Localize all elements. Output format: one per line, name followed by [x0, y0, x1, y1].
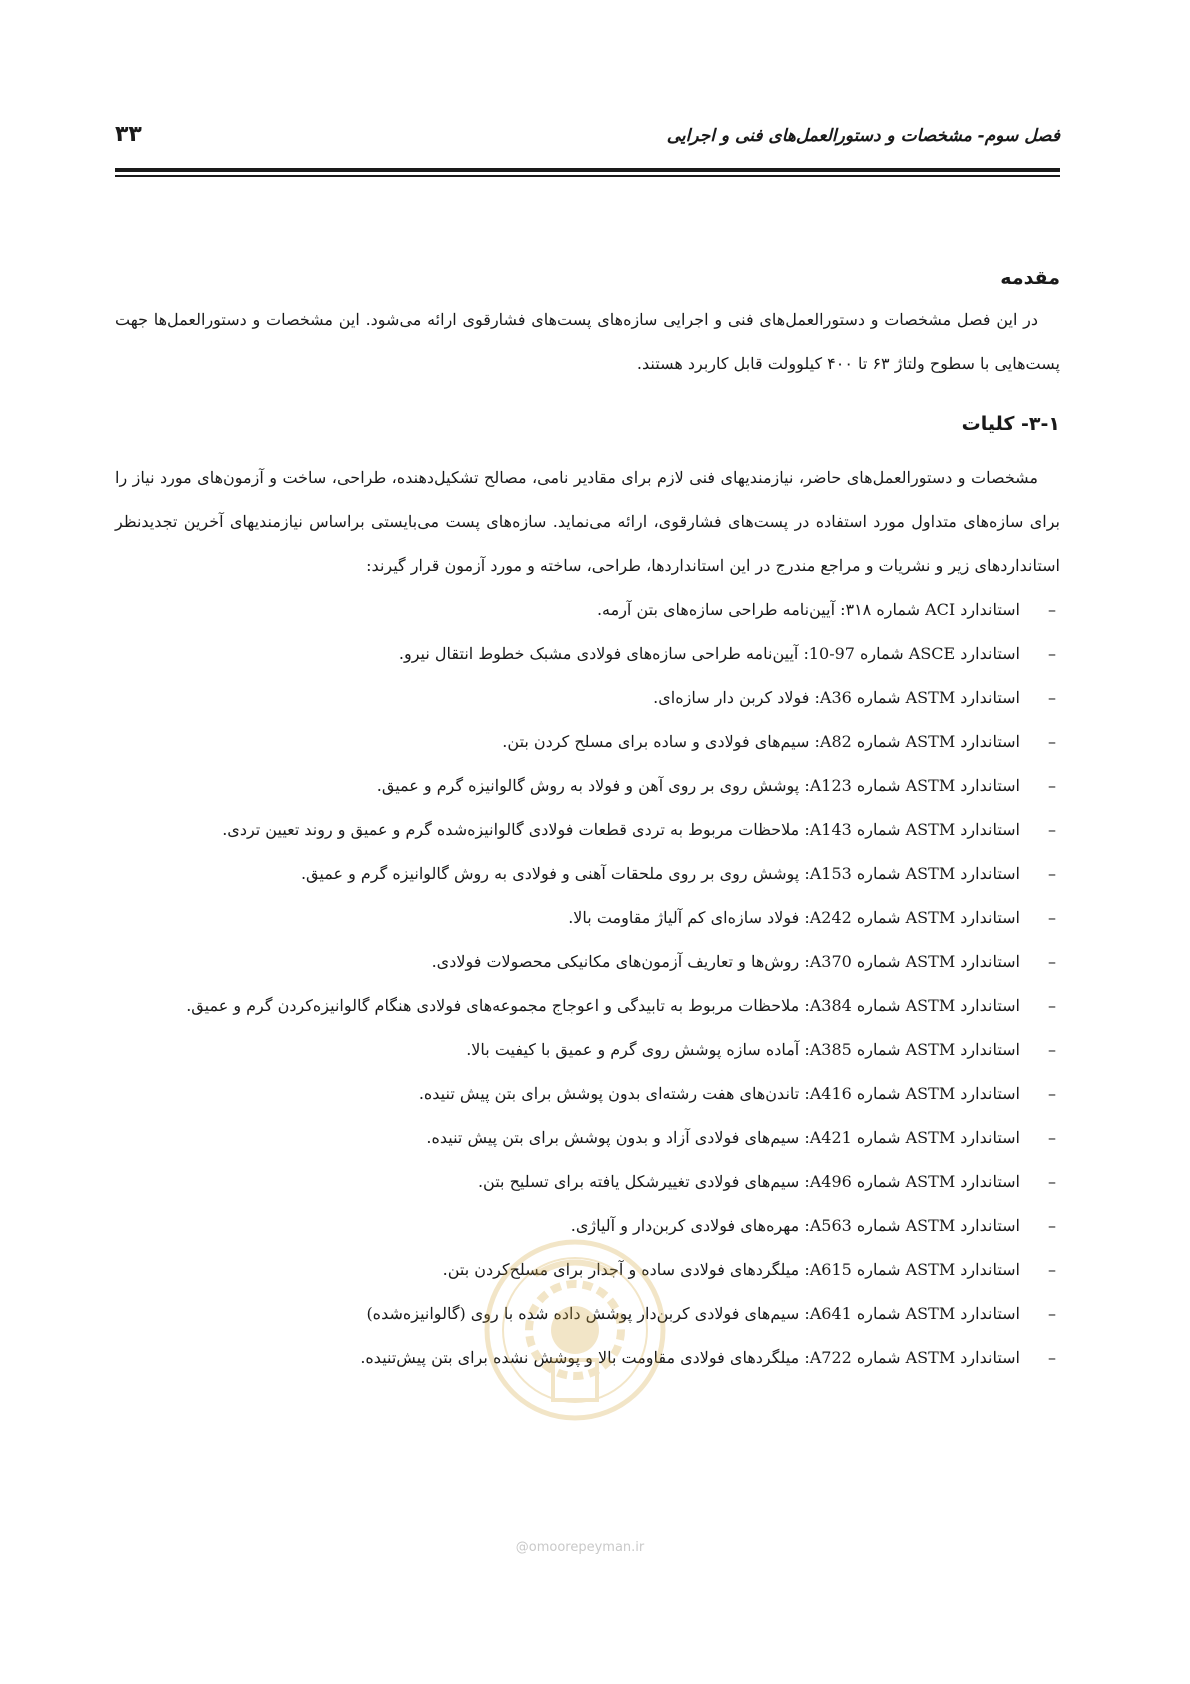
standard-item-text: استاندارد ASTM شماره A36: فولاد کربن دار سازه‌ای. — [653, 688, 1020, 707]
standard-item — [115, 1292, 1060, 1336]
bullet-dash: – — [1048, 776, 1056, 795]
standard-item — [115, 676, 1060, 720]
bullet-dash: – — [1048, 1216, 1056, 1235]
standard-item — [115, 632, 1060, 676]
standard-item-text: استاندارد ASCE شماره 97-10: آیین‌نامه طراحی سازه‌های فولادی مشبک خطوط انتقال نیرو. — [398, 644, 1020, 663]
standard-item — [115, 1248, 1060, 1292]
bullet-dash: – — [1048, 996, 1056, 1015]
standard-item — [115, 808, 1060, 852]
standard-item-text: استاندارد ASTM شماره A563: مهره‌های فولادی کربن‌دار و آلیاژی. — [570, 1216, 1020, 1235]
standard-item — [115, 1116, 1060, 1160]
bullet-dash: – — [1048, 820, 1056, 839]
standard-item — [115, 588, 1060, 632]
bullet-dash: – — [1048, 1260, 1056, 1279]
standard-item-text: استاندارد ASTM شماره A385: آماده سازه پوشش روی گرم و عمیق با کیفیت بالا. — [466, 1040, 1020, 1059]
standard-item — [115, 720, 1060, 764]
standard-item — [115, 1160, 1060, 1204]
section-heading: ۳-۱- کلیات — [961, 413, 1060, 435]
bullet-dash: – — [1048, 1172, 1056, 1191]
bullet-dash: – — [1048, 908, 1056, 927]
standard-item-text: استاندارد ASTM شماره A153: پوشش روی بر روی ملحقات آهنی و فولادی به روش گالوانیزه گرم و عمیق. — [300, 864, 1020, 883]
bullet-dash: – — [1048, 1304, 1056, 1323]
header-rule-thick — [115, 168, 1060, 172]
watermark-url: @omoorepeyman.ir — [515, 1540, 645, 1555]
standard-item-text: استاندارد ASTM شماره A421: سیم‌های فولادی آزاد و بدون پوشش برای بتن پیش تنیده. — [426, 1128, 1020, 1147]
standard-item — [115, 1072, 1060, 1116]
bullet-dash: – — [1048, 600, 1056, 619]
standard-item-text: استاندارد ASTM شماره A722: میلگردهای فولادی مقاومت بالا و پوشش نشده برای بتن پیش‌تنیده. — [360, 1348, 1020, 1367]
bullet-dash: – — [1048, 1128, 1056, 1147]
standard-item-text: استاندارد ASTM شماره A496: سیم‌های فولادی تغییرشکل یافته برای تسلیح بتن. — [477, 1172, 1020, 1191]
bullet-dash: – — [1048, 688, 1056, 707]
standard-item-text: استاندارد ACI شماره ۳۱۸: آیین‌نامه طراحی سازه‌های بتن آرمه. — [596, 600, 1020, 619]
intro-paragraph: در این فصل مشخصات و دستورالعمل‌های فنی و اجرایی سازه‌های پست‌های فشارقوی ارائه می‌شود. این مشخصات و دستورالعمل‌ها جهت پست‌هایی با سطوح ولتاژ ۶۳ تا ۴۰۰ کیلوولت قابل کاربرد هستند. — [115, 310, 1060, 373]
standard-item-text: استاندارد ASTM شماره A370: روش‌ها و تعاریف آزمون‌های مکانیکی محصولات فولادی. — [431, 952, 1020, 971]
section-paragraph: مشخصات و دستورالعمل‌های حاضر، نیازمندیهای فنی لازم برای مقادیر نامی، مصالح تشکیل‌دهنده، طراحی، ساخت و آزمون‌های مورد نیاز را برای سازه‌های متداول مورد استفاده در پست‌های فشارقوی، ارائه می‌نماید. سازه‌های پست می‌بایستی براساس نیازمندیهای آخرین تجدیدنظر استانداردهای زیر و نشریات و مراجع مندرج در این استانداردها، طراحی، ساخته و مورد آزمون قرار گیرند: — [115, 468, 1060, 575]
standard-item-text: استاندارد ASTM شماره A384: ملاحظات مربوط به تابیدگی و اعوجاج مجموعه‌های فولادی هنگام گالوانیزه‌کردن گرم و عمیق. — [186, 996, 1020, 1015]
standards-list — [115, 588, 1060, 1380]
standard-item-text: استاندارد ASTM شماره A242: فولاد سازه‌ای کم آلیاژ مقاومت بالا. — [568, 908, 1020, 927]
standard-item-text: استاندارد ASTM شماره A615: میلگردهای فولادی ساده و آجدار برای مسلح‌کردن بتن. — [442, 1260, 1020, 1279]
main-content — [115, 258, 1060, 1380]
page-number: ۳۳ — [115, 122, 142, 147]
bullet-dash: – — [1048, 644, 1056, 663]
standard-item — [115, 1204, 1060, 1248]
running-header-title: فصل سوم- مشخصات و دستورالعمل‌های فنی و اجرایی — [666, 126, 1060, 146]
bullet-dash: – — [1048, 1040, 1056, 1059]
standard-item-text: استاندارد ASTM شماره A416: تاندن‌های هفت رشته‌ای بدون پوشش برای بتن پیش تنیده. — [418, 1084, 1020, 1103]
header-rule-thin — [115, 175, 1060, 177]
bullet-dash: – — [1048, 1348, 1056, 1367]
page-header — [115, 122, 1060, 156]
standard-item-text: استاندارد ASTM شماره A143: ملاحظات مربوط به تردی قطعات فولادی گالوانیزه‌شده گرم و عمیق و روند تعیین تردی. — [222, 820, 1020, 839]
standard-item-text: استاندارد ASTM شماره A123: پوشش روی بر روی آهن و فولاد به روش گالوانیزه گرم و عمیق. — [376, 776, 1020, 795]
standard-item-text: استاندارد ASTM شماره A641: سیم‌های فولادی کربن‌دار پوشش داده شده با روی (گالوانیزه‌شده) — [366, 1304, 1020, 1323]
standard-item — [115, 896, 1060, 940]
bullet-dash: – — [1048, 864, 1056, 883]
standard-item — [115, 1336, 1060, 1380]
bullet-dash: – — [1048, 732, 1056, 751]
bullet-dash: – — [1048, 952, 1056, 971]
intro-heading: مقدمه — [1000, 267, 1060, 289]
standard-item — [115, 764, 1060, 808]
standard-item — [115, 1028, 1060, 1072]
bullet-dash: – — [1048, 1084, 1056, 1103]
standard-item-text: استاندارد ASTM شماره A82: سیم‌های فولادی و ساده برای مسلح کردن بتن. — [502, 732, 1020, 751]
standard-item — [115, 852, 1060, 896]
standard-item — [115, 984, 1060, 1028]
standard-item — [115, 940, 1060, 984]
